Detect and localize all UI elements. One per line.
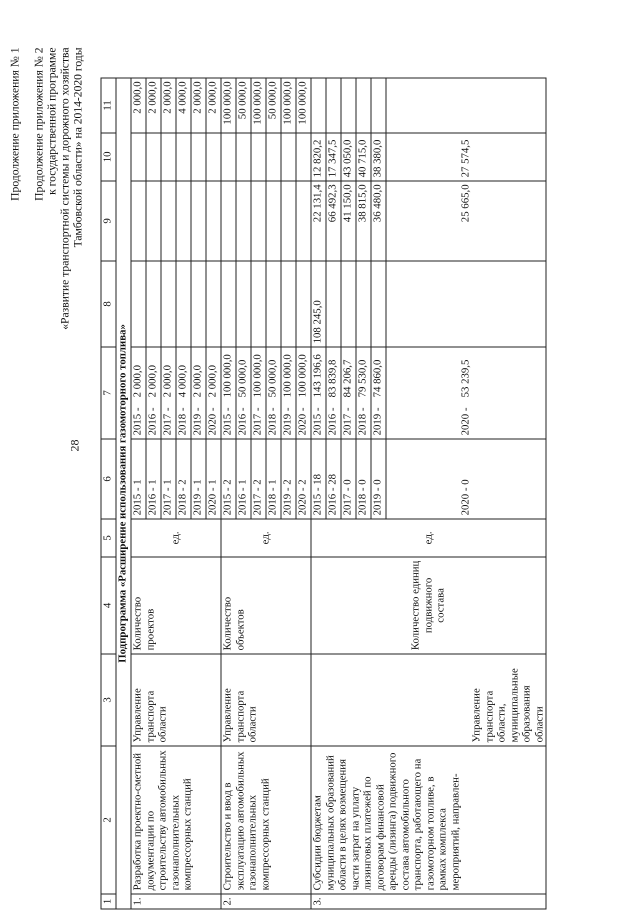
executor: Управление транспорта области (221, 654, 311, 746)
column-number-row (101, 78, 116, 909)
regional-budget: 25 665,0 (386, 181, 546, 261)
indicator-value: 2015 - 2 (221, 439, 236, 519)
col-header: 8 (101, 261, 116, 347)
regional-budget: 66 492,3 (326, 181, 341, 261)
appendix-line: Продолжение приложения № 2 (33, 48, 46, 330)
unit: ед. (221, 519, 311, 557)
subprogram-title: Подпрограмма «Расширение использования газомоторного топлива» (116, 78, 131, 909)
row-number: 3. (311, 894, 546, 909)
appendix-line: «Развитие транспортной системы и дорожного хозяйства (59, 48, 72, 330)
indicator-value: 2017 - 1 (161, 439, 176, 519)
indicator: Количество объектов (221, 557, 311, 654)
funding-total: 2019 -2 000,0 (191, 347, 206, 439)
page-number: 28 (68, 426, 83, 466)
regional-budget: 38 815,0 (356, 181, 371, 261)
other-sources: 2 000,0 (131, 78, 146, 133)
other-sources: 50 000,0 (266, 78, 281, 133)
indicator-value: 2019 - 2 (281, 439, 296, 519)
col-header: 2 (101, 746, 116, 894)
col-header: 5 (101, 519, 116, 557)
other-sources: 50 000,0 (236, 78, 251, 133)
local-budget: 12 820,2 (311, 133, 326, 181)
funding-total: 2018 -4 000,0 (176, 347, 191, 439)
rotated-page (1, 0, 640, 905)
row-number: 2. (221, 894, 311, 909)
regional-budget: 36 480,0 (371, 181, 386, 261)
indicator-value: 2018 - 2 (176, 439, 191, 519)
funding-total: 2015 -100 000,0 (221, 347, 236, 439)
other-sources: 2 000,0 (191, 78, 206, 133)
funding-total: 2019 -74 860,0 (371, 347, 386, 439)
funding-total: 2020 -2 000,0 (206, 347, 221, 439)
executor: Управление транспорта области, муниципальные образования области (311, 654, 546, 746)
other-sources: 100 000,0 (296, 78, 311, 133)
funding-total: 2016 -2 000,0 (146, 347, 161, 439)
col-header: 11 (101, 78, 116, 133)
indicator-value: 2015 - 1 (131, 439, 146, 519)
indicator-value: 2019 - 0 (371, 439, 386, 519)
funding-total: 2017 -2 000,0 (161, 347, 176, 439)
indicator-value: 2020 - 2 (296, 439, 311, 519)
funding-total: 2017 -84 206,7 (341, 347, 356, 439)
indicator: Количество проектов (131, 557, 221, 654)
funding-total: 2019 -100 000,0 (281, 347, 296, 439)
indicator: Количество единиц подвижного состава (311, 557, 546, 654)
appendix-line: к государственной программе (46, 48, 59, 330)
indicator-value: 2018 - 1 (266, 439, 281, 519)
funding-total: 2018 -79 530,0 (356, 347, 371, 439)
indicator-value: 2020 - 1 (206, 439, 221, 519)
local-budget: 27 574,5 (386, 133, 546, 181)
program-table (101, 77, 547, 909)
executor: Управление транспорта области (131, 654, 221, 746)
indicator-value: 2020 - 0 (386, 439, 546, 519)
measure-name: Разработка проектно-сметной документации по строительству автомобильных газонаполнительных компрессорных станций (131, 746, 221, 894)
federal-budget: 108 245,0 (311, 261, 326, 347)
other-sources: 100 000,0 (221, 78, 236, 133)
other-sources: 100 000,0 (251, 78, 266, 133)
col-header: 4 (101, 557, 116, 654)
table-row (131, 78, 146, 909)
other-sources: 2 000,0 (161, 78, 176, 133)
indicator-value: 2019 - 1 (191, 439, 206, 519)
table-row (221, 78, 236, 909)
funding-total: 2020 -53 239,5 (386, 347, 546, 439)
indicator-value: 2017 - 0 (341, 439, 356, 519)
local-budget: 17 347,5 (326, 133, 341, 181)
other-sources: 4 000,0 (176, 78, 191, 133)
appendix-line: Тамбовской области» на 2014-2020 годы (72, 48, 85, 330)
other-sources: 2 000,0 (206, 78, 221, 133)
other-sources: 100 000,0 (281, 78, 296, 133)
funding-total: 2018 -50 000,0 (266, 347, 281, 439)
table-row (311, 78, 326, 909)
funding-total: 2017 -100 000,0 (251, 347, 266, 439)
funding-total: 2016 -83 839,8 (326, 347, 341, 439)
funding-total: 2020 -100 000,0 (296, 347, 311, 439)
indicator-value: 2015 - 18 (311, 439, 326, 519)
col-header: 7 (101, 347, 116, 439)
funding-total: 2015 -2 000,0 (131, 347, 146, 439)
funding-total: 2016 -50 000,0 (236, 347, 251, 439)
col-header: 1 (101, 894, 116, 909)
col-header: 9 (101, 181, 116, 261)
appendix-caption (33, 48, 85, 330)
indicator-value: 2017 - 2 (251, 439, 266, 519)
other-sources: 2 000,0 (146, 78, 161, 133)
indicator-value: 2016 - 28 (326, 439, 341, 519)
local-budget: 38 380,0 (371, 133, 386, 181)
row-number: 1. (131, 894, 221, 909)
local-budget: 40 715,0 (356, 133, 371, 181)
indicator-value: 2016 - 1 (236, 439, 251, 519)
col-header: 10 (101, 133, 116, 181)
col-header: 6 (101, 439, 116, 519)
unit: ед. (311, 519, 546, 557)
col-header: 3 (101, 654, 116, 746)
subprogram-row (116, 78, 131, 909)
unit: ед. (131, 519, 221, 557)
indicator-value: 2016 - 1 (146, 439, 161, 519)
funding-total: 2015 -143 196,6 (311, 347, 326, 439)
continuation-note: Продолжение приложения № 1 (9, 48, 22, 201)
local-budget: 43 050,0 (341, 133, 356, 181)
measure-name: Субсидии бюджетам муниципальных образований области в целях возмещения части затрат на уплату лизинговых платежей по договорам финансовой аренды (лизинга) подвижного состава автомобильного транспорта, работающего на газомоторном топливе, в рамках комплекса мероприятий, направлен- (311, 746, 546, 894)
measure-name: Строительство и ввод в эксплуатацию автомобильных газонаполнительных компрессорных станций (221, 746, 311, 894)
regional-budget: 22 131,4 (311, 181, 326, 261)
regional-budget: 41 150,0 (341, 181, 356, 261)
indicator-value: 2018 - 0 (356, 439, 371, 519)
